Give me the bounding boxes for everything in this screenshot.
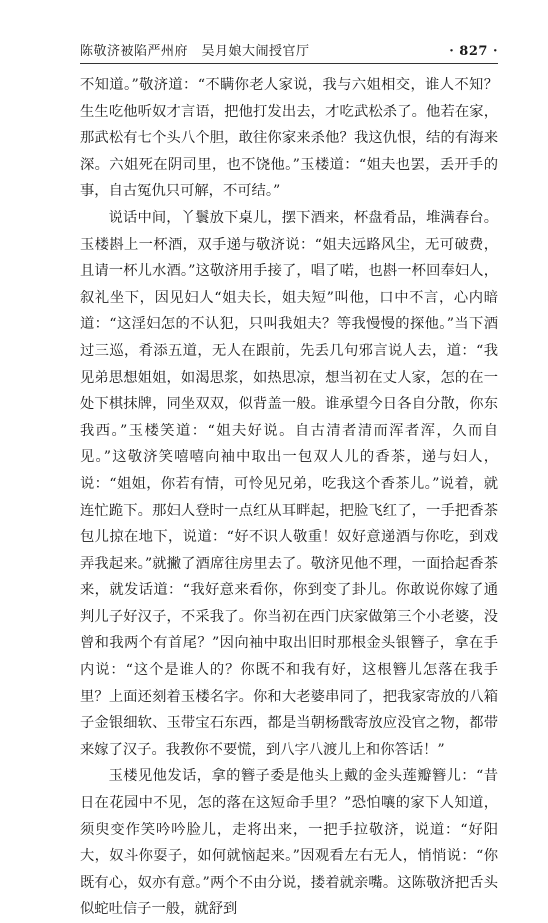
paragraph-1: 不知道。”敬济道：“不瞒你老人家说，我与六姐相交，谁人不知？生生吃他听奴才言语，把他打发出去，才吃武松杀了。他若在家，那武松有七个头八个胆，敢往你家来杀他？我这仇恨，结的有海来深。六姐死在阴司里，也不饶他。”玉楼道：“姐夫也罢，丢开手的事，自古冤仇只可解，不可结。” (80, 77, 498, 200)
paragraph-3: 玉楼见他发话，拿的簪子委是他头上戴的金头莲瓣簪儿：“昔日在花园中不见，怎的落在这短命手里？”恐怕嚷的家下人知道，须臾变作笑吟吟脸儿，走将出来，一把手拉敬济，说道：“好阳大，奴斗你耍子，如何就恼起来。”因观看左右无人，悄悄说：“你既有心，奴亦有意。”两个不由分说，搂着就亲嘴。这陈敬济把舌头似蛇吐信子一般，就舒到 (80, 768, 498, 918)
running-header (80, 40, 498, 64)
chapter-running-title: 陈敬济被陷严州府 吴月娘大闹授官厅 (80, 44, 310, 59)
page-number: · 827 · (449, 44, 498, 59)
book-page (80, 40, 498, 923)
body-text (80, 72, 498, 923)
paragraph-2: 说话中间，丫鬟放下桌儿，摆下酒来，杯盘肴品，堆满春台。玉楼斟上一杯酒，双手递与敬济说：“姐夫远路风尘，无可破费，且请一杯儿水酒。”这敬济用手接了，唱了喏，也斟一杯回奉妇人，叙礼坐下，因见妇人“姐夫长，姐夫短”叫他，口中不言，心内暗道：“这淫妇怎的不认犯，只叫我姐夫？等我慢慢的探他。”当下酒过三巡，肴添五道，无人在跟前，先丢几句邪言说人去，道：“我见弟思想姐姐，如渴思浆，如热思凉，想当初在丈人家，怎的在一处下棋抹牌，同坐双双，似背盖一般。谁承望今日各自分散，你东我西。”玉楼笑道：“姐夫好说。自古清者清而浑者浑，久而自见。”这敬济笑嘻嘻向袖中取出一包双人儿的香茶，递与妇人，说：“姐姐，你若有情，可怜见兄弟，吃我这个香茶儿。”说着，就连忙跪下。那妇人登时一点红从耳畔起，把脸飞红了，一手把香茶包儿掠在地下，说道：“好不识人敬重！奴好意递酒与你吃，到戏弄我起来。”就撇了酒席往房里去了。敬济见他不理，一面拾起香茶来，就发话道：“我好意来看你，你到变了卦儿。你敢说你嫁了通判儿子好汉子，不采我了。你当初在西门庆家做第三个小老婆，没曾和我两个有首尾？”因向袖中取出旧时那根金头银簪子，拿在手内说：“这个是谁人的？你既不和我有好，这根簪儿怎落在我手里？上面还刻着玉楼名字。你和大老婆串同了，把我家寄放的八箱子金银细软、玉带宝石东西，都是当朝杨戬寄放应没官之物，都带来嫁了汉子。我教你不要慌，到八字八渡儿上和你答话！” (80, 209, 498, 758)
